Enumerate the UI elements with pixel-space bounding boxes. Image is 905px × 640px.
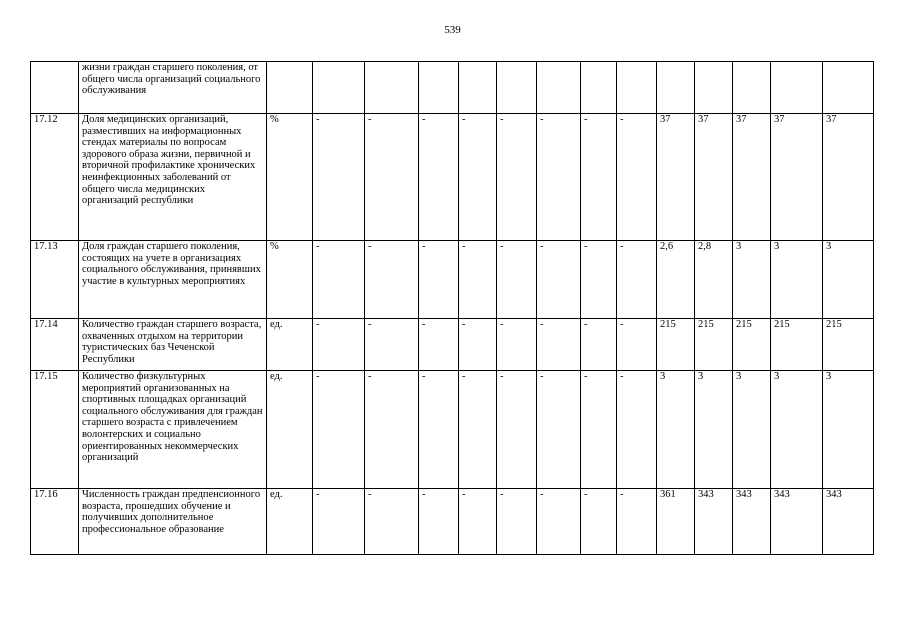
value-cell [733,62,771,114]
value-cell: 3 [771,371,823,489]
row-number [31,62,79,114]
value-cell: - [581,371,617,489]
value-cell: 3 [657,371,695,489]
unit-cell: % [267,241,313,319]
table-row [31,62,874,114]
value-cell: - [313,489,365,555]
value-cell: - [419,241,459,319]
value-cell [657,62,695,114]
value-cell: 3 [823,371,874,489]
value-cell: - [581,319,617,371]
value-cell: - [365,241,419,319]
value-cell: - [537,489,581,555]
value-cell: - [617,241,657,319]
value-cell: 3 [695,371,733,489]
table-row [31,114,874,241]
value-cell: 37 [695,114,733,241]
value-cell: 37 [733,114,771,241]
value-cell: - [365,114,419,241]
value-cell: 215 [823,319,874,371]
value-cell: - [617,489,657,555]
value-cell [617,62,657,114]
value-cell: 37 [657,114,695,241]
value-cell [459,62,497,114]
value-cell: - [497,489,537,555]
value-cell: - [365,319,419,371]
value-cell: - [617,114,657,241]
value-cell [771,62,823,114]
value-cell [695,62,733,114]
value-cell: 215 [771,319,823,371]
value-cell: - [617,319,657,371]
value-cell: - [459,371,497,489]
indicator-name: Доля граждан старшего поколения, состоящих на учете в организациях социального обслуживания, принявших участие в культурных мероприятиях [79,241,267,319]
value-cell: - [581,489,617,555]
value-cell: 2,6 [657,241,695,319]
unit-cell [267,62,313,114]
value-cell: 361 [657,489,695,555]
row-number: 17.16 [31,489,79,555]
value-cell: - [365,489,419,555]
value-cell: 3 [771,241,823,319]
value-cell [537,62,581,114]
value-cell [365,62,419,114]
value-cell: 37 [823,114,874,241]
value-cell: 343 [695,489,733,555]
value-cell [419,62,459,114]
unit-cell: ед. [267,489,313,555]
value-cell: - [581,114,617,241]
value-cell: 343 [771,489,823,555]
value-cell: - [419,114,459,241]
row-number: 17.12 [31,114,79,241]
value-cell [581,62,617,114]
value-cell: - [497,241,537,319]
value-cell: - [459,241,497,319]
value-cell: 37 [771,114,823,241]
value-cell: - [537,114,581,241]
indicator-name: Количество физкультурных мероприятий организованных на спортивных площадках организаций социального обслуживания для граждан старшего возраста с привлечением волонтерских и социально ориентированных некоммерческих организаций [79,371,267,489]
value-cell: - [313,319,365,371]
value-cell: 2,8 [695,241,733,319]
table-row [31,241,874,319]
row-number: 17.15 [31,371,79,489]
value-cell: - [497,114,537,241]
value-cell: 343 [823,489,874,555]
table-row [31,489,874,555]
unit-cell: % [267,114,313,241]
value-cell: 215 [657,319,695,371]
value-cell: - [497,371,537,489]
value-cell: - [537,319,581,371]
value-cell: - [497,319,537,371]
value-cell: 3 [733,241,771,319]
value-cell: - [419,371,459,489]
value-cell: 215 [695,319,733,371]
value-cell: - [313,114,365,241]
row-number: 17.13 [31,241,79,319]
value-cell: 343 [733,489,771,555]
value-cell: - [365,371,419,489]
value-cell: - [419,489,459,555]
value-cell: - [459,319,497,371]
value-cell: - [537,371,581,489]
value-cell [313,62,365,114]
value-cell: - [313,241,365,319]
value-cell: - [459,489,497,555]
indicator-name: Численность граждан предпенсионного возраста, прошедших обучение и получивших дополнительное профессиональное образование [79,489,267,555]
value-cell: - [581,241,617,319]
page-number: 539 [444,24,461,36]
table-row [31,371,874,489]
value-cell [497,62,537,114]
value-cell: 3 [733,371,771,489]
value-cell: 215 [733,319,771,371]
row-number: 17.14 [31,319,79,371]
value-cell: - [313,371,365,489]
indicators-table [30,61,874,555]
value-cell: - [419,319,459,371]
indicator-name: жизни граждан старшего поколения, от общего числа организаций социального обслуживания [79,62,267,114]
value-cell [823,62,874,114]
indicator-name: Доля медицинских организаций, разместивших на информационных стендах материалы по вопросам здорового образа жизни, первичной и вторичной профилактике хронических неинфекционных заболеваний от общего числа медицинских организаций республики [79,114,267,241]
unit-cell: ед. [267,319,313,371]
table-row [31,319,874,371]
value-cell: - [459,114,497,241]
indicator-name: Количество граждан старшего возраста, охваченных отдыхом на территории туристических баз Чеченской Республики [79,319,267,371]
value-cell: - [537,241,581,319]
value-cell: 3 [823,241,874,319]
unit-cell: ед. [267,371,313,489]
value-cell: - [617,371,657,489]
